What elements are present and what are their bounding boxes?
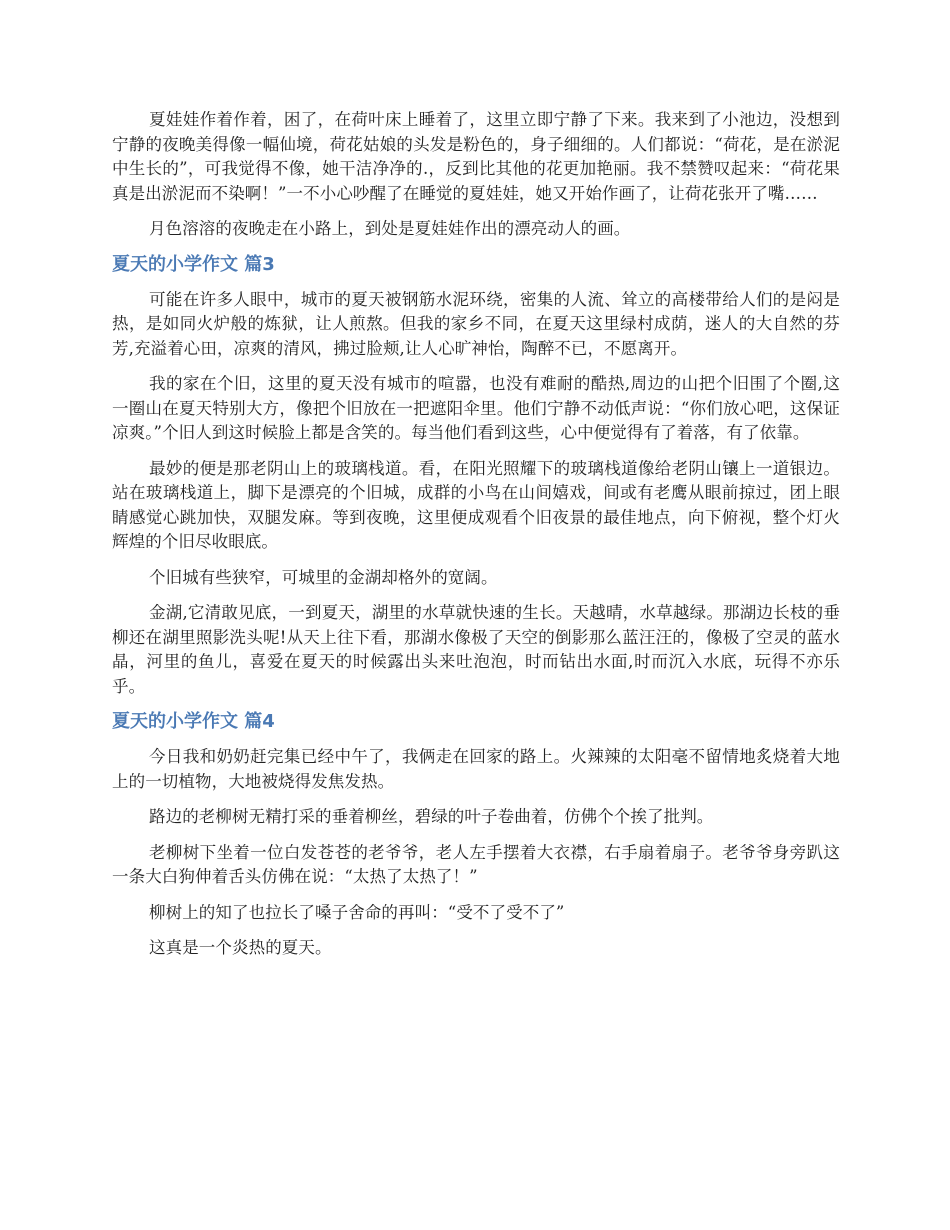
- paragraph: 柳树上的知了也拉长了嗓子舍命的再叫：“受不了受不了”: [149, 902, 565, 922]
- section-essay-3: [112, 253, 840, 700]
- section-heading: 夏天的小学作文 篇3: [112, 253, 275, 275]
- paragraph: 可能在许多人眼中，城市的夏天被钢筋水泥环绕，密集的人流、耸立的高楼带给人们的是闷是热，是如同火炉般的炼狱，让人煎熬。但我的家乡不同，在夏天这里绿村成荫，迷人的大自然的芬芳,充溢着心田，凉爽的清风，拂过脸颊,让人心旷神怡，陶醉不已，不愿离开。: [112, 289, 840, 358]
- paragraph: 路边的老柳树无精打采的垂着柳丝，碧绿的叶子卷曲着，仿佛个个挨了批判。: [149, 807, 714, 826]
- paragraph: 金湖,它清敢见底，一到夏天，湖里的水草就快速的生长。天越晴，水草越绿。那湖边长枝的垂柳还在湖里照影洗头呢!从天上往下看，那湖水像极了天空的倒影那么蓝汪汪的，像极了空灵的蓝水晶，河里的鱼儿，喜爱在夏天的时候露出头来吐泡泡，时而钻出水面,时而沉入水底，玩得不亦乐乎。: [112, 603, 840, 696]
- paragraph: 夏娃娃作着作着，困了，在荷叶床上睡着了，这里立即宁静了下来。我来到了小池边，没想到宁静的夜晚美得像一幅仙境，荷花姑娘的头发是粉色的，身子细细的。人们都说：“荷花，是在淤泥中生长的”，可我觉得不像，她干洁净净的.，反到比其他的花更加艳丽。我不禁赞叹起来：“荷花果真是出淤泥而不染啊！”一不小心吵醒了在睡觉的夏娃娃，她又开始作画了，让荷花张开了嘴……: [112, 110, 840, 203]
- document-page: [112, 108, 840, 972]
- paragraph: 我的家在个旧，这里的夏天没有城市的喧嚣，也没有难耐的酷热,周边的山把个旧围了个圈,这一圈山在夏天特别大方，像把个旧放在一把遮阳伞里。他们宁静不动低声说：“你们放心吧，这保证凉爽。”个旧人到这时候脸上都是含笑的。每当他们看到这些，心中便觉得有了着落，有了依靠。: [112, 374, 840, 442]
- section-heading: 夏天的小学作文 篇4: [112, 711, 275, 732]
- paragraph: 最妙的便是那老阴山上的玻璃栈道。看，在阳光照耀下的玻璃栈道像给老阴山镶上一道银边。站在玻璃栈道上，脚下是漂亮的个旧城，成群的小鸟在山间嬉戏，间或有老鹰从眼前掠过，团上眼睛感觉心跳加快，双腿发麻。等到夜晚，这里便成观看个旧夜景的最佳地点，向下俯视，整个灯火辉煌的个旧尽收眼底。: [112, 458, 840, 551]
- paragraph: 老柳树下坐着一位白发苍苍的老爷爷，老人左手摆着大衣襟，右手扇着扇子。老爷爷身旁趴这一条大白狗伸着舌头仿佛在说：“太热了太热了！”: [112, 842, 840, 886]
- section-continuation: [112, 108, 840, 242]
- section-essay-4: [112, 710, 840, 961]
- paragraph: 个旧城有些狭窄，可城里的金湖却格外的宽阔。: [149, 567, 498, 587]
- paragraph: 今日我和奶奶赶完集已经中午了，我俩走在回家的路上。火辣辣的太阳毫不留情地炙烧着大地上的一切植物，大地被烧得发焦发热。: [112, 747, 840, 791]
- paragraph: 这真是一个炎热的夏天。: [149, 938, 332, 957]
- paragraph: 月色溶溶的夜晚走在小路上，到处是夏娃娃作出的漂亮动人的画。: [149, 219, 631, 238]
